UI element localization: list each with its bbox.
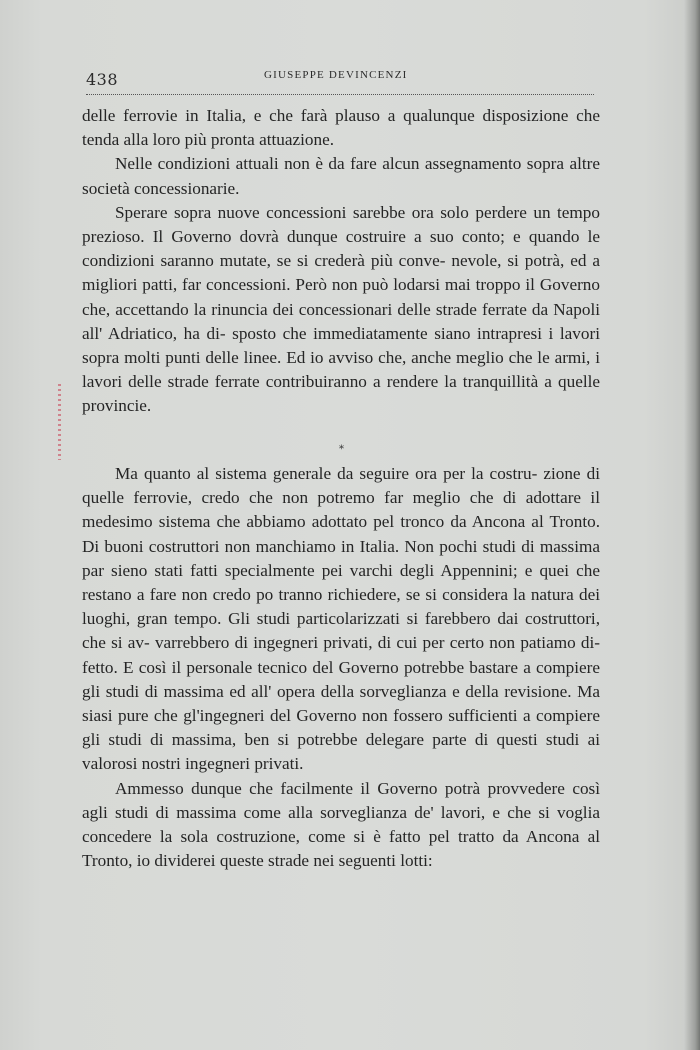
paragraph: Ammesso dunque che facilmente il Governo potrà provvedere così agli studi di massima come alla sorveglianza de' lavori, e che si voglia concedere la sola costruzione, come si è fatto pel tratto da Ancona al Tronto, io dividerei queste strade nei seguenti lotti:: [82, 778, 600, 871]
body-text-lower: [82, 462, 600, 873]
paragraph-continuation: delle ferrovie in Italia, e che farà plauso a qualunque disposizione che tenda alla loro più pronta attuazione.: [82, 106, 600, 150]
section-separator: *: [339, 444, 344, 455]
page-number: 438: [86, 70, 119, 89]
margin-pencil-mark: [58, 384, 61, 460]
paragraph: Sperare sopra nuove concessioni sarebbe ora solo perdere un tempo prezioso. Il Governo dovrà dunque costruire a suo conto; e quando le condizioni saranno mutate, se si crederà più conve- nevole, si potrà, ed a migliori patti, far concessioni. Però non può lodarsi mai troppo il Governo che, accettando la rinuncia dei concessionari delle strade ferrate da Napoli all' Adriatico, ha di- sposto che immediatamente siano intrapresi i lavori sopra molti punti delle linee. Ed io avviso che, anche meglio che le armi, i lavori delle strade ferrate contribuiranno a rendere la tranquillità a quelle provincie.: [82, 202, 600, 416]
running-head: GIUSEPPE DEVINCENZI: [264, 69, 408, 81]
paragraph: Ma quanto al sistema generale da seguire ora per la costru- zione di quelle ferrovie, credo che non potremo far meglio che di adottare il medesimo sistema che abbiamo adottato pel tronco da Ancona al Tronto. Di buoni costruttori non manchiamo in Italia. Non pochi studi di massima par sieno stati fatti specialmente pei varchi degli Appennini; e quei che restano a fare non credo po tranno richiedere, se si considera la natura dei luoghi, gran tempo. Gli studi particolarizzati si farebbero dai costruttori, che si av- varrebbero di ingegneri privati, di cui per certo non patiamo di- fetto. E così il personale tecnico del Governo potrebbe bastare a compiere gli studi di massima ed all' opera della sorveglianza e della revisione. Ma siasi pure che gl'ingegneri del Governo non fossero sufficienti a compiere gli studi di massima, ben si potrebbe delegare parte di questi studi ai valorosi nostri ingegneri privati.: [82, 464, 600, 774]
page-edge-shadow: [684, 0, 700, 1050]
page-header: [86, 68, 606, 92]
body-text-upper: [82, 104, 600, 419]
header-rule: [86, 94, 594, 95]
paragraph: Nelle condizioni attuali non è da fare alcun assegnamento sopra altre società concessionarie.: [82, 154, 600, 198]
